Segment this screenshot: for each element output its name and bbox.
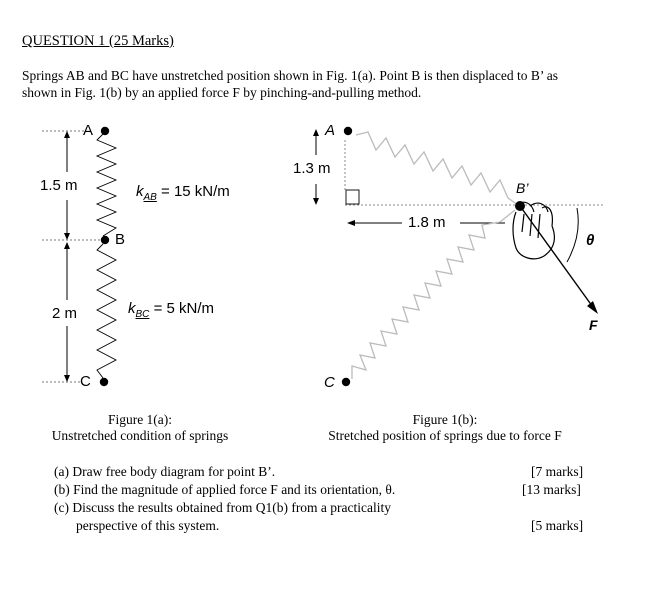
task-b-marks: [13 marks] bbox=[522, 482, 581, 497]
fig-a-label-b: B bbox=[115, 231, 126, 248]
k-ab-subscript: AB bbox=[143, 192, 157, 203]
fig-a-dim-bc: 2 m bbox=[52, 305, 78, 322]
dim-vertical-arrow-up bbox=[313, 129, 319, 136]
fig-a-label-c: C bbox=[80, 373, 91, 390]
spring-ab-stretched bbox=[356, 132, 518, 205]
figure-b-caption bbox=[300, 412, 590, 444]
node-c-prime-fig bbox=[342, 378, 350, 386]
intro-line-1: Springs AB and BC have unstretched position shown in Fig. 1(a). Point B is then displaced to B’ as bbox=[22, 68, 558, 83]
k-bc-letter: k bbox=[128, 300, 136, 317]
k-ab-letter: k bbox=[136, 183, 144, 200]
intro-line-2: shown in Fig. 1(b) by an applied force F by pinching-and-pulling method. bbox=[22, 85, 422, 100]
force-f-arrowhead bbox=[587, 301, 598, 314]
task-c-line2: perspective of this system. bbox=[76, 518, 220, 533]
figure-a-caption-title: Figure 1(a): bbox=[107, 412, 173, 427]
fig-b-label-theta: θ bbox=[586, 232, 595, 249]
figure-b-caption-text: Stretched position of springs due to force F bbox=[328, 428, 562, 443]
question-title: QUESTION 1 (25 Marks) bbox=[22, 33, 174, 49]
task-b: (b) Find the magnitude of applied force F and its orientation, θ. bbox=[54, 482, 396, 497]
figure-a-caption-text: Unstretched condition of springs bbox=[51, 428, 229, 443]
figure-a-diagram bbox=[42, 127, 116, 386]
task-a-marks: [7 marks] bbox=[531, 464, 584, 479]
fig-b-dim-horizontal: 1.8 m bbox=[408, 214, 446, 231]
fig-b-label-c: C bbox=[324, 374, 335, 391]
task-c-marks: [5 marks] bbox=[531, 518, 584, 533]
dim-bc-arrow-bottom bbox=[64, 375, 70, 382]
spring-bc-stretched bbox=[352, 210, 515, 379]
fig-a-label-a: A bbox=[83, 122, 94, 139]
fig-b-label-b-prime: B’ bbox=[516, 180, 529, 196]
k-ab-label bbox=[136, 183, 230, 203]
k-bc-label bbox=[128, 300, 215, 320]
node-c bbox=[100, 378, 108, 386]
figure-a-caption bbox=[40, 412, 240, 444]
task-a: (a) Draw free body diagram for point B’. bbox=[54, 464, 276, 479]
spring-ab bbox=[97, 134, 116, 236]
spring-bc bbox=[97, 244, 116, 378]
dim-ab-arrow-bottom bbox=[64, 233, 70, 240]
task-c: (c) Discuss the results obtained from Q1(b) from a practicality bbox=[54, 500, 392, 515]
fig-b-label-f: F bbox=[589, 317, 598, 333]
node-a-prime-fig bbox=[344, 127, 352, 135]
k-bc-subscript: BC bbox=[135, 309, 150, 320]
fig-b-label-a: A bbox=[325, 122, 336, 139]
k-ab-value: = 15 kN/m bbox=[156, 183, 230, 200]
figure-b-diagram bbox=[313, 127, 605, 386]
figure-b-caption-title: Figure 1(b): bbox=[412, 412, 478, 427]
theta-arc bbox=[567, 208, 578, 262]
fig-b-dim-vertical: 1.3 m bbox=[293, 160, 331, 177]
fig-a-dim-ab: 1.5 m bbox=[40, 177, 78, 194]
dim-ab-arrow-top bbox=[64, 131, 70, 138]
k-bc-value: = 5 kN/m bbox=[149, 300, 215, 317]
dim-vertical-arrow-down bbox=[313, 198, 319, 205]
node-a bbox=[101, 127, 109, 135]
right-angle-marker bbox=[346, 190, 359, 204]
node-b bbox=[101, 236, 109, 244]
